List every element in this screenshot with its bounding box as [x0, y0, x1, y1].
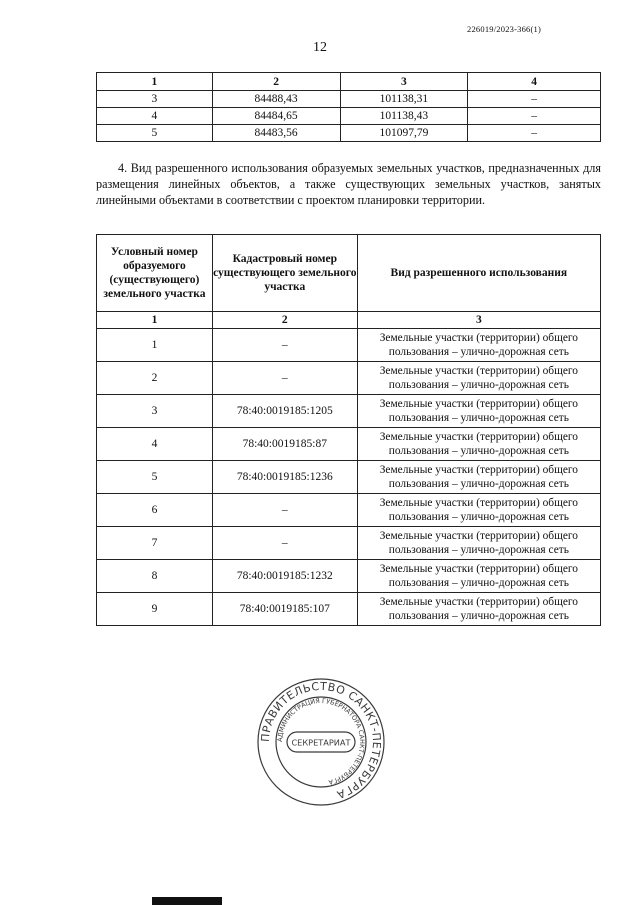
- permitted-use: Земельные участки (территории) общего пользования – улично-дорожная сеть: [357, 428, 600, 461]
- column-header-permitted-use: Вид разрешенного использования: [357, 235, 600, 312]
- permitted-use: Земельные участки (территории) общего пользования – улично-дорожная сеть: [357, 527, 600, 560]
- coordinate-x: 84488,43: [212, 91, 340, 108]
- column-number: 1: [97, 312, 213, 329]
- coordinate-y: 101138,43: [340, 108, 468, 125]
- cadastral-number: 78:40:0019185:1236: [212, 461, 357, 494]
- parcel-number: 5: [97, 461, 213, 494]
- coordinate-y: 101097,79: [340, 125, 468, 142]
- document-id: 226019/2023-366(1): [467, 24, 541, 34]
- column-number: 3: [357, 312, 600, 329]
- section-paragraph: 4. Вид разрешенного использования образуемых земельных участков, предназначенных для размещения линейных объектов, а также существующих земельных участков, занятых линейными объектами в соответствии с проектом планировки территории.: [96, 161, 601, 208]
- note-cell: –: [468, 125, 601, 142]
- column-header: 1: [97, 73, 213, 91]
- column-header: 4: [468, 73, 601, 91]
- table-row: [97, 494, 601, 527]
- table-row: [97, 362, 601, 395]
- point-number: 4: [97, 108, 213, 125]
- point-number: 3: [97, 91, 213, 108]
- permitted-use: Земельные участки (территории) общего пользования – улично-дорожная сеть: [357, 593, 600, 626]
- cadastral-number: 78:40:0019185:87: [212, 428, 357, 461]
- coordinate-x: 84484,65: [212, 108, 340, 125]
- table-row: [97, 461, 601, 494]
- parcel-number: 1: [97, 329, 213, 362]
- permitted-use: Земельные участки (территории) общего пользования – улично-дорожная сеть: [357, 395, 600, 428]
- land-use-table: [96, 234, 601, 626]
- table-header-row: [97, 235, 601, 312]
- table-row: [97, 395, 601, 428]
- note-cell: –: [468, 91, 601, 108]
- parcel-number: 3: [97, 395, 213, 428]
- seal-outer-text: ПРАВИТЕЛЬСТВО САНКТ-ПЕТЕРБУРГА: [258, 679, 384, 802]
- cadastral-number: –: [212, 362, 357, 395]
- coordinate-y: 101138,31: [340, 91, 468, 108]
- table-row: [97, 125, 601, 142]
- column-header: 2: [212, 73, 340, 91]
- point-number: 5: [97, 125, 213, 142]
- coordinate-x: 84483,56: [212, 125, 340, 142]
- official-seal: [255, 676, 387, 808]
- seal-inner-text: АДМИНИСТРАЦИЯ ГУБЕРНАТОРА САНКТ-ПЕТЕРБУРГА: [275, 696, 367, 787]
- table-row: [97, 527, 601, 560]
- redaction-bar: [152, 897, 222, 905]
- column-header-cadastral-number: Кадастровый номер существующего земельного участка: [212, 235, 357, 312]
- cadastral-number: –: [212, 329, 357, 362]
- seal-center-text: СЕКРЕТАРИАТ: [291, 737, 351, 748]
- parcel-number: 2: [97, 362, 213, 395]
- table-row: [97, 108, 601, 125]
- table-row: [97, 428, 601, 461]
- permitted-use: Земельные участки (территории) общего пользования – улично-дорожная сеть: [357, 329, 600, 362]
- table-row: [97, 91, 601, 108]
- column-number: 2: [212, 312, 357, 329]
- parcel-number: 4: [97, 428, 213, 461]
- parcel-number: 7: [97, 527, 213, 560]
- permitted-use: Земельные участки (территории) общего пользования – улично-дорожная сеть: [357, 494, 600, 527]
- permitted-use: Земельные участки (территории) общего пользования – улично-дорожная сеть: [357, 461, 600, 494]
- parcel-number: 6: [97, 494, 213, 527]
- note-cell: –: [468, 108, 601, 125]
- cadastral-number: –: [212, 527, 357, 560]
- table-row: [97, 560, 601, 593]
- cadastral-number: –: [212, 494, 357, 527]
- cadastral-number: 78:40:0019185:1232: [212, 560, 357, 593]
- column-number-row: [97, 312, 601, 329]
- parcel-number: 8: [97, 560, 213, 593]
- table-row: [97, 593, 601, 626]
- cadastral-number: 78:40:0019185:1205: [212, 395, 357, 428]
- permitted-use: Земельные участки (территории) общего пользования – улично-дорожная сеть: [357, 362, 600, 395]
- column-header-parcel-number: Условный номер образуемого (существующего) земельного участка: [97, 235, 213, 312]
- column-header: 3: [340, 73, 468, 91]
- parcel-number: 9: [97, 593, 213, 626]
- table-row: [97, 329, 601, 362]
- coordinates-table: [96, 72, 601, 142]
- page-number: 12: [313, 40, 327, 55]
- table-header-row: [97, 73, 601, 91]
- cadastral-number: 78:40:0019185:107: [212, 593, 357, 626]
- permitted-use: Земельные участки (территории) общего пользования – улично-дорожная сеть: [357, 560, 600, 593]
